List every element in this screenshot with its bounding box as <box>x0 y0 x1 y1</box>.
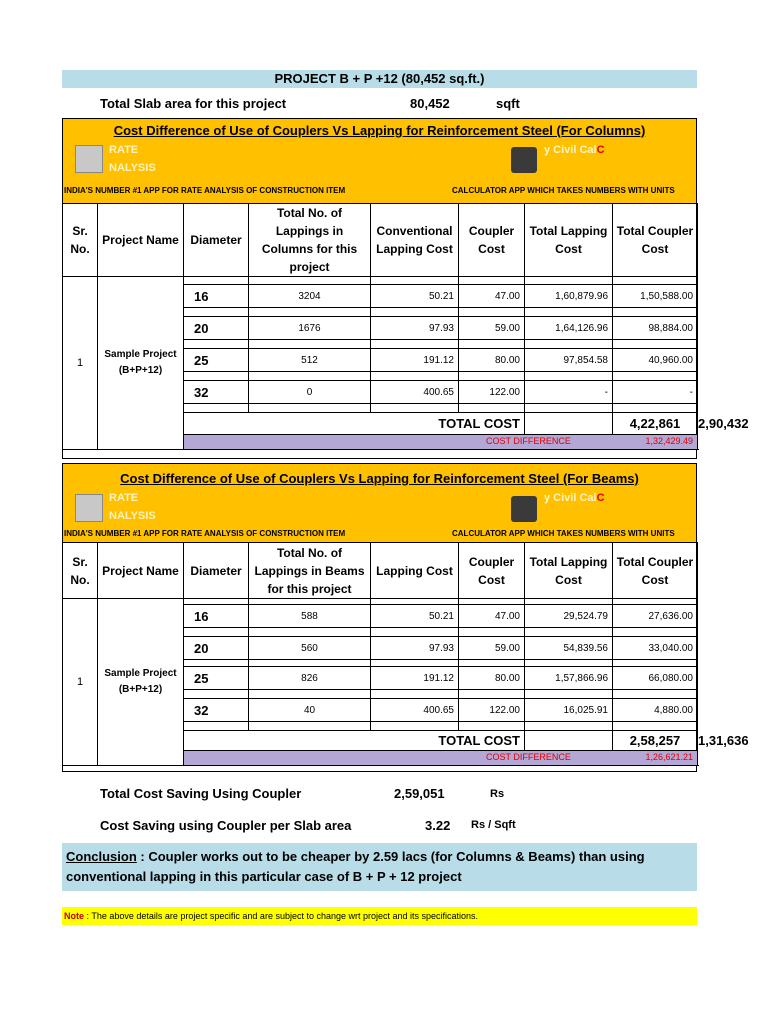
diameter-cell: 16 <box>184 605 249 628</box>
total-coupler-cell: 27,636.00 <box>613 605 698 628</box>
total-coupler-cell: 98,884.00 <box>613 317 698 340</box>
diameter-cell: 32 <box>184 699 249 722</box>
columns-diff-value: 1,32,429.49 <box>645 436 693 446</box>
coupler-cost-cell: 59.00 <box>459 317 525 340</box>
columns-project: Sample Project (B+P+12) <box>98 277 184 450</box>
beams-title: Cost Difference of Use of Couplers Vs Lapping for Reinforcement Steel (For Beams) <box>120 471 639 486</box>
tag-left: INDIA'S NUMBER #1 APP FOR RATE ANALYSIS OF CONSTRUCTION ITEM <box>64 186 346 195</box>
coupler-cost-cell: 80.00 <box>459 667 525 690</box>
saving-unit: Rs <box>490 788 505 800</box>
columns-sr: 1 <box>63 277 98 450</box>
col-header-project: Project Name <box>98 543 184 599</box>
tag-left: INDIA'S NUMBER #1 APP FOR RATE ANALYSIS OF CONSTRUCTION ITEM <box>64 529 346 538</box>
lappings-cell: 0 <box>249 381 371 404</box>
tag-right: CALCULATOR APP WHICH TAKES NUMBERS WITH UNITS <box>452 186 675 195</box>
diameter-cell: 16 <box>184 285 249 308</box>
columns-total-label: TOTAL COST <box>184 413 525 435</box>
diameter-cell: 32 <box>184 381 249 404</box>
note-label: Note <box>64 911 84 921</box>
slab-area-label: Total Slab area for this project <box>100 96 287 111</box>
per-area-label: Cost Saving using Coupler per Slab area <box>100 818 352 833</box>
diameter-cell: 20 <box>184 317 249 340</box>
coupler-cost-cell: 80.00 <box>459 349 525 372</box>
col-header-lapping-cost: Conventional Lapping Cost <box>371 204 459 277</box>
columns-total-lapping: 4,22,861 <box>613 413 698 435</box>
lapping-cost-cell: 97.93 <box>371 317 459 340</box>
lapping-cost-cell: 400.65 <box>371 699 459 722</box>
lapping-cost-cell: 191.12 <box>371 667 459 690</box>
project-title: PROJECT B + P +12 (80,452 sq.ft.) <box>62 70 697 88</box>
total-lapping-cell: 1,60,879.96 <box>525 285 613 308</box>
rate-analysis-logo-icon <box>75 145 103 173</box>
diameter-cell: 25 <box>184 667 249 690</box>
col-header-sr: Sr. No. <box>63 543 98 599</box>
lapping-cost-cell: 191.12 <box>371 349 459 372</box>
total-coupler-cell: 1,50,588.00 <box>613 285 698 308</box>
total-coupler-cell: - <box>613 381 698 404</box>
diameter-cell: 20 <box>184 637 249 660</box>
rate-line1: RATE <box>109 144 139 156</box>
total-lapping-cell: - <box>525 381 613 404</box>
total-coupler-cell: 33,040.00 <box>613 637 698 660</box>
col-header-lapping-cost: Lapping Cost <box>371 543 459 599</box>
col-header-total-coupler: Total Coupler Cost <box>613 204 698 277</box>
coupler-cost-cell: 122.00 <box>459 699 525 722</box>
rate-line1: RATE <box>109 492 139 504</box>
col-header-coupler-cost: Coupler Cost <box>459 204 525 277</box>
total-lapping-cell: 1,64,126.96 <box>525 317 613 340</box>
lappings-cell: 1676 <box>249 317 371 340</box>
columns-title: Cost Difference of Use of Couplers Vs Lapping for Reinforcement Steel (For Columns) <box>113 123 646 138</box>
civil-calc-cube-icon <box>511 147 537 173</box>
lappings-cell: 560 <box>249 637 371 660</box>
col-header-sr: Sr. No. <box>63 204 98 277</box>
col-header-total-lapping: Total Lapping Cost <box>525 204 613 277</box>
rate-line2: NALYSIS <box>109 510 156 522</box>
beams-diff-row <box>184 751 698 766</box>
civil-calc-prefix: y Civil Cal <box>544 492 597 504</box>
total-coupler-cell: 66,080.00 <box>613 667 698 690</box>
lappings-cell: 3204 <box>249 285 371 308</box>
conclusion-box <box>62 843 697 891</box>
lappings-cell: 588 <box>249 605 371 628</box>
civil-calc-prefix: y Civil Cal <box>544 144 597 156</box>
col-header-total-coupler: Total Coupler Cost <box>613 543 698 599</box>
civil-calc-name <box>544 144 605 156</box>
rate-analysis-logo-icon <box>75 494 103 522</box>
slab-area-unit: sqft <box>496 96 520 111</box>
tag-right: CALCULATOR APP WHICH TAKES NUMBERS WITH UNITS <box>452 529 675 538</box>
col-header-diameter: Diameter <box>184 204 249 277</box>
total-coupler-cell: 4,880.00 <box>613 699 698 722</box>
beams-total-label: TOTAL COST <box>184 731 525 751</box>
columns-table: Sr. No. Project Name Diameter Total No. of Lappings in Columns for this project Conventional Lapping Cost Coupler Cost Total Lapping Cost Total Coupler Cost 1 Sample Project (B+P+12) 16 3204 50.21 47.00 1,60,879.96 1,50,588.00 20 1676 97.93 59.00 1,64,126.96 98,884.00 25 512 191.12 80.00 97,854.58 40,960.00 32 0 400.65 122.00 - - TOTAL COST 4,22,861 2,90,432 COST DIFFERENCE 1,32,429.49 <box>62 203 698 450</box>
beams-diff-value: 1,26,621.21 <box>645 752 693 762</box>
col-header-project: Project Name <box>98 204 184 277</box>
beams-total-lapping: 2,58,257 <box>613 731 698 751</box>
col-header-coupler-cost: Coupler Cost <box>459 543 525 599</box>
lapping-cost-cell: 400.65 <box>371 381 459 404</box>
civil-calc-name <box>544 492 605 504</box>
per-area-value: 3.22 <box>425 818 451 833</box>
total-lapping-cell: 54,839.56 <box>525 637 613 660</box>
lappings-cell: 512 <box>249 349 371 372</box>
beams-table: Sr. No. Project Name Diameter Total No. of Lappings in Beams for this project Lapping Cost Coupler Cost Total Lapping Cost Total Coupler Cost 1 Sample Project (B+P+12) 16 588 50.21 47.00 29,524.79 27,636.00 20 560 97.93 59.00 54,839.56 33,040.00 25 826 191.12 80.00 1,57,866.96 66,080.00 32 40 400.65 122.00 16,025.91 4,880.00 TOTAL COST 2,58,257 1,31,636 COST DIFFERENCE 1,26,621.21 <box>62 542 698 766</box>
col-header-diameter: Diameter <box>184 543 249 599</box>
rate-line2: NALYSIS <box>109 162 156 174</box>
coupler-cost-cell: 47.00 <box>459 605 525 628</box>
lapping-cost-cell: 50.21 <box>371 605 459 628</box>
total-lapping-cell: 97,854.58 <box>525 349 613 372</box>
slab-area-value: 80,452 <box>410 96 450 111</box>
columns-section <box>62 118 749 459</box>
saving-value: 2,59,051 <box>394 786 445 801</box>
conclusion-text: : Coupler works out to be cheaper by 2.59 lacs (for Columns & Beams) than using conventional lapping in this particular case of B + P + 12 project <box>66 849 645 884</box>
civil-calc-suffix: C <box>596 144 605 156</box>
civil-calc-cube-icon <box>511 496 537 522</box>
note-box <box>62 907 697 925</box>
total-lapping-cell: 1,57,866.96 <box>525 667 613 690</box>
coupler-cost-cell: 59.00 <box>459 637 525 660</box>
columns-diff-label: COST DIFFERENCE <box>486 436 571 446</box>
beams-diff-label: COST DIFFERENCE <box>486 752 571 762</box>
col-header-total-lapping: Total Lapping Cost <box>525 543 613 599</box>
total-coupler-cell: 40,960.00 <box>613 349 698 372</box>
diameter-cell: 25 <box>184 349 249 372</box>
conclusion-label: Conclusion <box>66 849 137 864</box>
per-area-unit: Rs / Sqft <box>471 819 516 831</box>
beams-section <box>62 463 749 772</box>
total-lapping-cell: 29,524.79 <box>525 605 613 628</box>
note-text: : The above details are project specific and are subject to change wrt project and its specifications. <box>84 911 479 921</box>
civil-calc-suffix: C <box>596 492 605 504</box>
saving-label: Total Cost Saving Using Coupler <box>100 786 302 801</box>
beams-project: Sample Project (B+P+12) <box>98 599 184 766</box>
lapping-cost-cell: 97.93 <box>371 637 459 660</box>
coupler-cost-cell: 47.00 <box>459 285 525 308</box>
col-header-lappings: Total No. of Lappings in Columns for this project <box>249 204 371 277</box>
columns-diff-row <box>184 435 698 450</box>
beams-sr: 1 <box>63 599 98 766</box>
lapping-cost-cell: 50.21 <box>371 285 459 308</box>
lappings-cell: 826 <box>249 667 371 690</box>
lappings-cell: 40 <box>249 699 371 722</box>
total-lapping-cell: 16,025.91 <box>525 699 613 722</box>
col-header-lappings: Total No. of Lappings in Beams for this project <box>249 543 371 599</box>
coupler-cost-cell: 122.00 <box>459 381 525 404</box>
